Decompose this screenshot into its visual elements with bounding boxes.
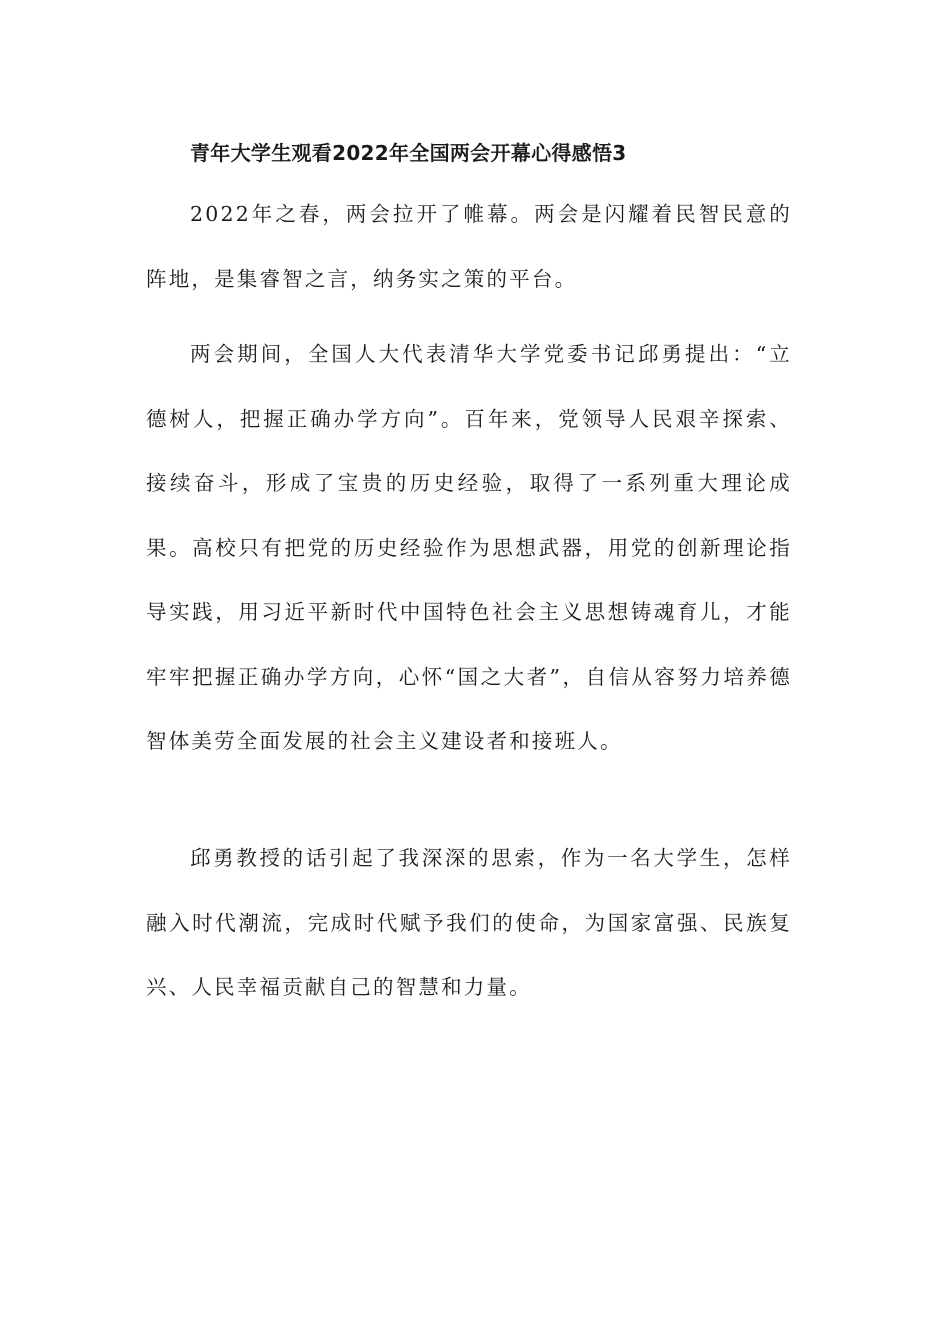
paragraph-1: 2022年之春，两会拉开了帷幕。两会是闪耀着民智民意的阵地，是集睿智之言，纳务实之策的平台。 [146, 202, 792, 291]
paragraph-2: 两会期间，全国人大代表清华大学党委书记邱勇提出：“立德树人，把握正确办学方向”。百年来，党领导人民艰辛探索、接续奋斗，形成了宝贵的历史经验，取得了一系列重大理论成果。高校只有把党的历史经验作为思想武器，用党的创新理论指导实践，用习近平新时代中国特色社会主义思想铸魂育儿，才能牢牢把握正确办学方向，心怀“国之大者”，自信从容努力培养德智体美劳全面发展的社会主义建设者和接班人。 [146, 342, 792, 753]
paragraph-3: 邱勇教授的话引起了我深深的思索，作为一名大学生，怎样融入时代潮流，完成时代赋予我们的使命，为国家富强、民族复兴、人民幸福贡献自己的智慧和力量。 [146, 846, 792, 999]
document-title: 青年大学生观看2022年全国两会开幕心得感悟3 [190, 141, 627, 165]
